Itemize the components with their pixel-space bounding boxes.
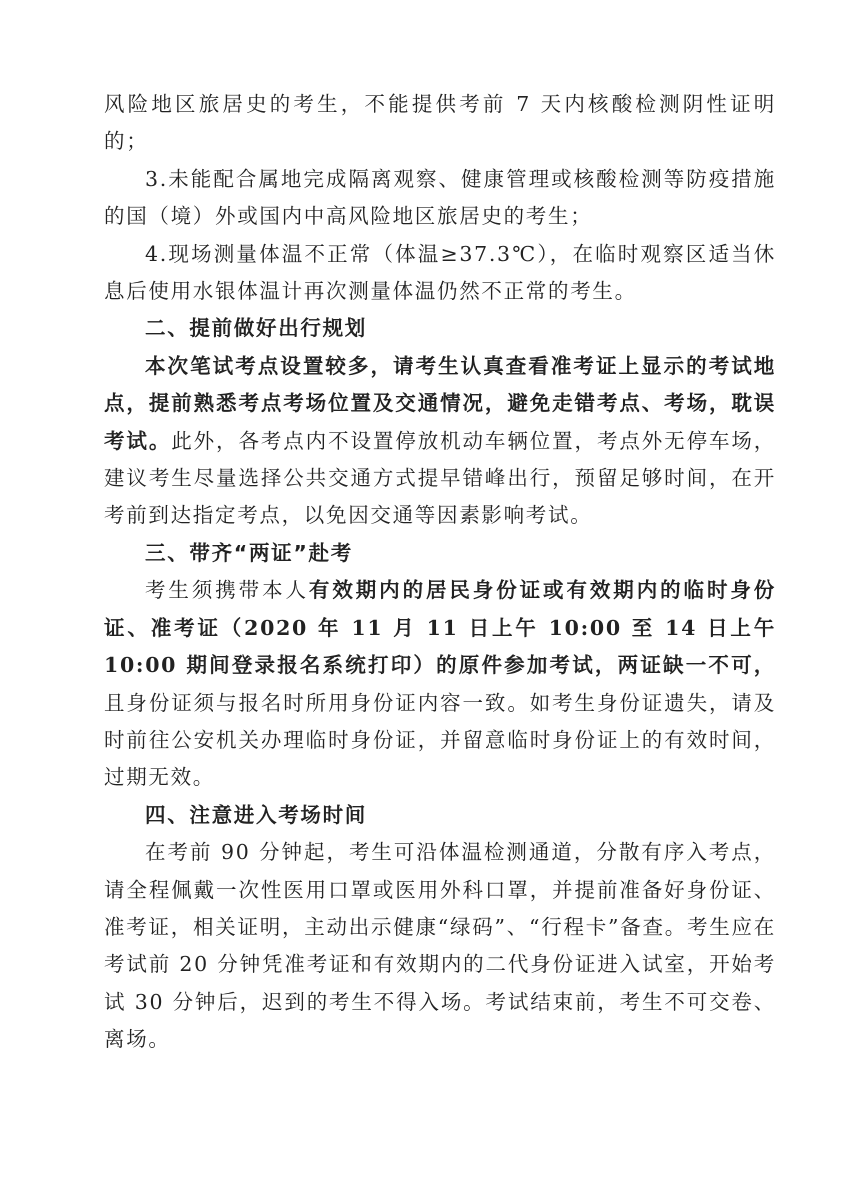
paragraph-3: 4.现场测量体温不正常（体温≥37.3℃），在临时观察区适当休息后使用水银体温计再次测量体温仍然不正常的考生。 [104,241,776,304]
paragraph-5-lead: 考生须携带本人 [145,578,309,603]
paragraph-2: 3.未能配合属地完成隔离观察、健康管理或核酸检测等防疫措施的国（境）外或国内中高风险地区旅居史的考生； [104,166,776,229]
paragraph-5-bold: 有效期内的居民身份证或有效期内的临时身份证、准考证（2020 年 11 月 11 日上午 10:00 至 14 日上午 10:00 期间登录报名系统打印）的原件参加考试，两证缺一不可， [104,578,776,678]
paragraph-5-rest: 且身份证须与报名时所用身份证内容一致。如考生身份证遗失，请及时前往公安机关办理临时身份证，并留意临时身份证上的有效时间，过期无效。 [104,690,776,790]
section-heading-4: 四、注意进入考场时间 [145,802,367,827]
paragraph-1: 风险地区旅居史的考生，不能提供考前 7 天内核酸检测阴性证明的； [104,92,776,154]
document-body [104,86,776,1059]
paragraph-4-rest: 此外，各考点内不设置停放机动车辆位置，考点外无停车场，建议考生尽量选择公共交通方式提早错峰出行，预留足够时间，在开考前到达指定考点，以免因交通等因素影响考试。 [104,428,776,528]
section-heading-3: 三、带齐“两证”赴考 [145,540,353,565]
paragraph-6: 在考前 90 分钟起，考生可沿体温检测通道，分散有序入考点，请全程佩戴一次性医用口罩或医用外科口罩，并提前准备好身份证、准考证，相关证明，主动出示健康“绿码”、“行程卡”备查。考生应在考试前 20 分钟凭准考证和有效期内的二代身份证进入试室，开始考试 30 分钟后，迟到的考生不得入场。考试结束前，考生不可交卷、离场。 [104,840,776,1052]
paragraph-4 [104,348,776,535]
paragraph-4-bold: 本次笔试考点设置较多，请考生认真查看准考证上显示的考试地点，提前熟悉考点考场位置及交通情况，避免走错考点、考场，耽误考试。 [104,353,776,453]
paragraph-5 [104,572,776,796]
section-heading-2: 二、提前做好出行规划 [145,316,367,341]
